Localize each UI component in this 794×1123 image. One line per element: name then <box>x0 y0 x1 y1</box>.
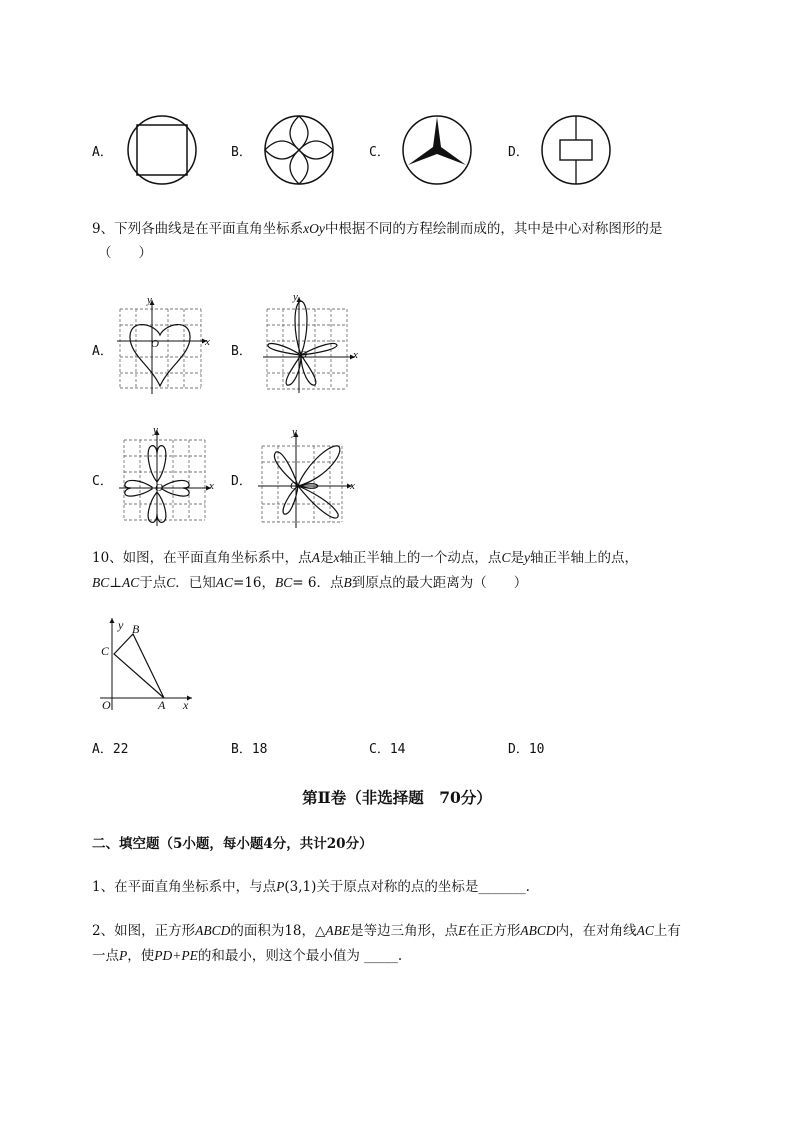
q10-l2i: 到原点的最大距离为（ ） <box>351 575 528 591</box>
q9-a-y-label: y <box>147 294 152 306</box>
q10-y: y <box>523 550 530 565</box>
q8-figure-a <box>126 114 198 186</box>
q8-figure-c <box>401 114 473 186</box>
q10-l1b: 是 <box>319 550 334 566</box>
q9-graph-b <box>263 293 363 393</box>
q9-b-origin-label: O <box>299 349 307 361</box>
q9-d-x-label: x <box>350 480 355 492</box>
q8-option-c-label: C． <box>369 145 390 160</box>
fill-q2-line2 <box>92 943 402 969</box>
q9-option-a-label: A． <box>92 344 113 359</box>
q10-fig-a: A <box>158 698 166 712</box>
q10-bc: BC <box>92 575 110 590</box>
q10-fig-o: O <box>102 698 111 712</box>
q10-ac2: AC <box>215 575 234 590</box>
f2-abe: ABE <box>325 923 351 938</box>
f2-ac: AC <box>636 923 654 938</box>
q9-option-d-label: D． <box>231 474 252 489</box>
f2-c: 是等边三角形，点 <box>350 923 459 939</box>
f2-i: 的和最小，则这个最小值为 _____. <box>197 948 403 964</box>
q9-graph-d <box>258 428 358 528</box>
q9-option-b-label: B． <box>231 344 252 359</box>
q10-stem-line2 <box>92 570 527 596</box>
fill-q1 <box>92 874 530 900</box>
q9-stem-cont: 中根据不同的方程绘制而成的，其中是中心对称图形的是 <box>324 221 663 237</box>
q10-l2c: 于点 <box>139 575 167 591</box>
f2-a: 2、如图，正方形 <box>92 923 196 939</box>
part2-title: 第Ⅱ卷（非选择题 70分） <box>302 788 492 807</box>
q9-b-x-label: x <box>353 349 358 361</box>
q9-stem-text: 9、下列各曲线是在平面直角坐标系 <box>92 221 304 237</box>
q10-choice-d: D．10 <box>508 742 545 757</box>
q10-l2f: =16， <box>233 575 276 591</box>
q10-choice-c: C．14 <box>369 742 406 757</box>
q9-c-x-label: x <box>209 480 214 492</box>
q9-a-x-label: x <box>205 336 210 348</box>
q10-l1c: 轴正半轴上的一个动点，点 <box>339 550 502 566</box>
q10-pt-a: A <box>311 550 320 565</box>
q10-fig-c: C <box>101 644 110 658</box>
q10-figure <box>96 614 206 714</box>
f1-b: 关于原点对称的点的坐标是_______. <box>316 879 530 895</box>
f2-e: E <box>458 923 467 938</box>
q10-x: x <box>333 550 340 565</box>
f2-g: 一点 <box>92 948 119 964</box>
q10-l1a: 10、如图，在平面直角坐标系中，点 <box>92 550 312 566</box>
f2-pp: P <box>119 948 128 963</box>
fill-section-heading: 二、填空题（5小题，每小题4分，共计20分） <box>92 836 373 852</box>
q10-ac: AC <box>121 575 140 590</box>
q8-option-a-label: A． <box>92 145 113 160</box>
q8-figure-d <box>540 114 612 186</box>
q8-option-b-label: B． <box>231 145 252 160</box>
q9-c-origin-label: O <box>155 482 163 494</box>
q10-l1d: 是 <box>510 550 524 566</box>
f2-pdpe: PD+PE <box>154 948 198 963</box>
q9-c-y-label: y <box>153 424 158 436</box>
fill-q2-line1 <box>92 918 681 944</box>
q9-a-origin-label: O <box>151 338 159 350</box>
q10-pt-c: C <box>501 550 511 565</box>
f2-h: ，使 <box>127 948 155 964</box>
q9-b-y-label: y <box>293 291 298 303</box>
q9-graph-a <box>117 296 217 396</box>
q10-choice-a: A．22 <box>92 742 129 757</box>
f2-d: 在正方形 <box>466 923 521 939</box>
q10-l2h: = 6．点 <box>292 575 344 591</box>
q10-perp: ⊥ <box>109 575 122 591</box>
q10-pt-b: B <box>343 575 352 590</box>
f2-e2: 内，在对角线 <box>555 923 637 939</box>
f2-abcd2: ABCD <box>520 923 556 938</box>
q10-bc2: BC <box>275 575 293 590</box>
f2-abcd: ABCD <box>195 923 231 938</box>
f2-b: 的面积为18，△ <box>230 923 326 939</box>
q10-fig-y: y <box>118 618 124 632</box>
q10-fig-x: x <box>183 698 189 712</box>
q10-l1e: 轴正半轴上的点， <box>529 550 638 566</box>
q9-var: xOy <box>303 221 325 236</box>
f1-p: P <box>276 879 285 894</box>
q9-graph-c <box>119 426 219 526</box>
q10-choice-b: B．18 <box>231 742 268 757</box>
q10-stem-line1 <box>92 545 638 571</box>
q10-fig-b: B <box>132 622 140 636</box>
q10-l2-c: C <box>166 575 176 590</box>
q9-paren: （ ） <box>98 245 152 261</box>
q8-option-d-label: D． <box>508 145 529 160</box>
q9-d-origin-label: O <box>290 480 298 492</box>
q9-d-y-label: y <box>292 426 297 438</box>
f1-a: 1、在平面直角坐标系中，与点 <box>92 879 277 895</box>
q9-stem <box>92 216 662 242</box>
q8-figure-b <box>263 114 335 186</box>
f2-f: 上有 <box>653 923 681 939</box>
f1-coord: (3,1) <box>284 879 317 895</box>
q9-option-c-label: C． <box>92 474 113 489</box>
q10-l2d: ．已知 <box>175 575 216 591</box>
